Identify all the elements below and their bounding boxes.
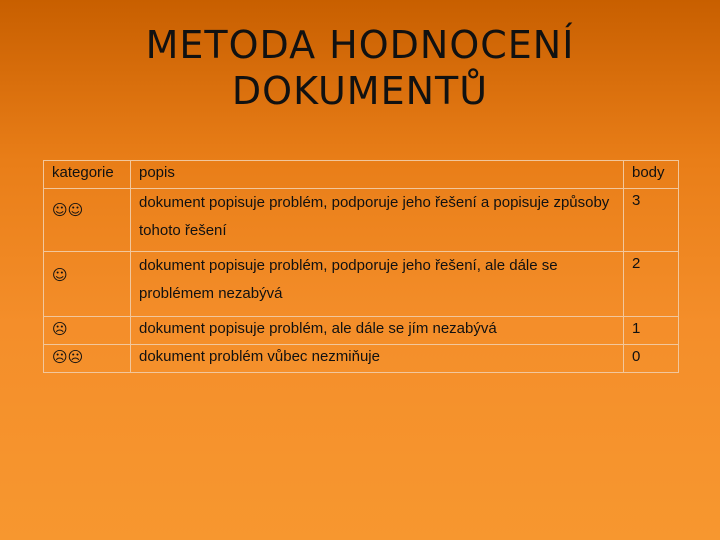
- table-header-row: [44, 161, 679, 189]
- row-points: 1: [624, 317, 679, 345]
- row-description: dokument popisuje problém, podporuje jeho řešení a popisuje způsoby tohoto řešení: [131, 189, 624, 252]
- table-row: [44, 345, 679, 373]
- header-description: popis: [131, 161, 624, 189]
- category-smiley-icon: ☺☺: [44, 189, 131, 252]
- header-points: body: [624, 161, 679, 189]
- header-category: kategorie: [44, 161, 131, 189]
- table-row: [44, 189, 679, 252]
- category-smiley-icon: ☺: [44, 252, 131, 317]
- row-description: dokument popisuje problém, ale dále se jím nezabývá: [131, 317, 624, 345]
- evaluation-table: [43, 160, 679, 373]
- slide-title-line-1: METODA HODNOCENÍ: [145, 23, 575, 67]
- slide-title-line-2: DOKUMENTŮ: [231, 69, 489, 113]
- table-row: [44, 252, 679, 317]
- row-points: 2: [624, 252, 679, 317]
- category-frown-icon: ☹☹: [44, 345, 131, 373]
- slide-title: [0, 22, 720, 114]
- row-points: 3: [624, 189, 679, 252]
- category-frown-icon: ☹: [44, 317, 131, 345]
- table-row: [44, 317, 679, 345]
- row-description: dokument popisuje problém, podporuje jeho řešení, ale dále se problémem nezabývá: [131, 252, 624, 317]
- row-description: dokument problém vůbec nezmiňuje: [131, 345, 624, 373]
- row-points: 0: [624, 345, 679, 373]
